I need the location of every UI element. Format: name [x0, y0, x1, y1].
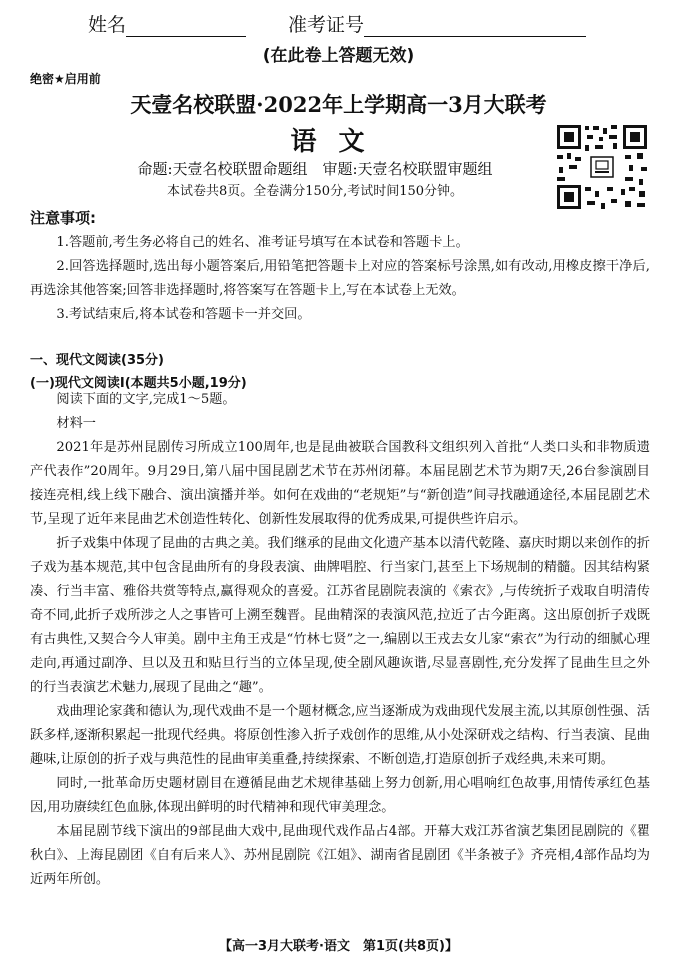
page-footer: 【高一3月大联考·语文 第1页(共8页)】: [219, 939, 458, 954]
note-item: 2.回答选择题时,选出每小题答案后,用铅笔把答题卡上对应的答案标号涂黑,如有改动,用橡皮擦干净后,再选涂其他答案;回答非选择题时,将答案写在答题卡上,写在本试卷上无效。: [30, 259, 650, 298]
id-label: 准考证号: [288, 14, 365, 36]
exam-title: 天壹名校联盟·2022年上学期高一3月大联考: [130, 92, 547, 117]
passage-paragraph: 本届昆剧节线下演出的9部昆曲大戏中,昆曲现代戏作品占4部。开幕大戏江苏省演艺集团昆剧院的《瞿秋白》、上海昆剧团《自有后来人》、苏州昆剧院《江姐》、湖南省昆剧团《半条被子》齐亮相,4部作品均为近两年所创。: [30, 824, 650, 887]
exam-info: 本试卷共8页。全卷满分150分,考试时间150分钟。: [166, 184, 464, 199]
name-label: 姓名: [88, 14, 127, 36]
secret-label: 绝密★启用前: [30, 72, 101, 86]
name-blank: [126, 18, 246, 37]
passage-paragraph: 戏曲理论家龚和德认为,现代戏曲不是一个题材概念,应当逐渐成为戏曲现代发展主流,以其原创性强、活跃多样,逐渐积累起一批现代经典。将原创性渗入折子戏创作的思维,从小处深研戏之结构、行当表演、昆曲趣味,让原创的折子戏与典范性的昆曲审美重叠,持续探索、不断创造,打造原创折子戏经典,未来可期。: [30, 704, 650, 767]
id-field: [288, 10, 586, 37]
invalid-note: (在此卷上答题无效): [262, 46, 415, 66]
note-item: 3.考试结束后,将本试卷和答题卡一并交回。: [56, 307, 311, 322]
subsection-title: (一)现代文阅读Ⅰ(本题共5小题,19分): [30, 376, 247, 391]
passage-paragraph: 2021年是苏州昆剧传习所成立100周年,也是昆曲被联合国教科文组织列入首批“人类口头和非物质遗产代表作”20周年。9月29日,第八届中国昆剧艺术节在苏州闭幕。本届昆剧艺术节为期7天,26台参演剧目接连亮相,线上线下融合、演出演播并举。如何在戏曲的“老规矩”与“新创造”间寻找融通途径,本届昆剧艺术节,呈现了近年来昆曲艺术创造性转化、创新性发展取得的优秀成果,可提供些许启示。: [30, 440, 650, 527]
passage-paragraph: 折子戏集中体现了昆曲的古典之美。我们继承的昆曲文化遗产基本以清代乾隆、嘉庆时期以来创作的折子戏为基本规范,其中包含昆曲所有的身段表演、曲牌唱腔、行当家门,甚至上下场规制的精髓。因其结构紧凑、行当丰富、雅俗共赏等特点,赢得观众的喜爱。江苏省昆剧院表演的《索衣》,与传统折子戏取自明清传奇不同,此折子戏所涉之人之事皆可上溯至魏晋。昆曲精深的表演风范,拉近了古今距离。这出原创折子戏既有古典性,又契合今人审美。剧中主角王戎是“竹林七贤”之一,编剧以王戎去女儿家“索衣”为行动的细腻心理走向,再通过副净、旦以及丑和贴旦行当的立体呈现,使全剧风趣诙谐,尽显喜剧性,充分发挥了昆曲生旦之外的行当表演艺术魅力,展现了昆曲之“趣”。: [30, 536, 650, 695]
notes-title: 注意事项:: [30, 209, 96, 227]
reading-passage: [30, 388, 650, 892]
passage-paragraph: 同时,一批革命历史题材剧目在遵循昆曲艺术规律基础上努力创新,用心唱响红色故事,用情传承红色基因,用功赓续红色血脉,体现出鲜明的时代精神和现代审美理念。: [30, 776, 650, 815]
setters-line: 命题:天壹名校联盟命题组 审题:天壹名校联盟审题组: [137, 160, 493, 178]
qr-code-icon: [555, 123, 649, 211]
id-blank: [364, 18, 586, 37]
note-item: 1.答题前,考生务必将自己的姓名、准考证号填写在本试卷和答题卡上。: [56, 235, 469, 250]
notes-list: [30, 231, 650, 327]
section-title: 一、现代文阅读(35分): [30, 353, 164, 368]
instruction: 阅读下面的文字,完成1～5题。: [56, 392, 236, 407]
name-field: [88, 10, 246, 37]
subject-title: 语文: [290, 127, 387, 157]
material-label: 材料一: [56, 416, 96, 431]
